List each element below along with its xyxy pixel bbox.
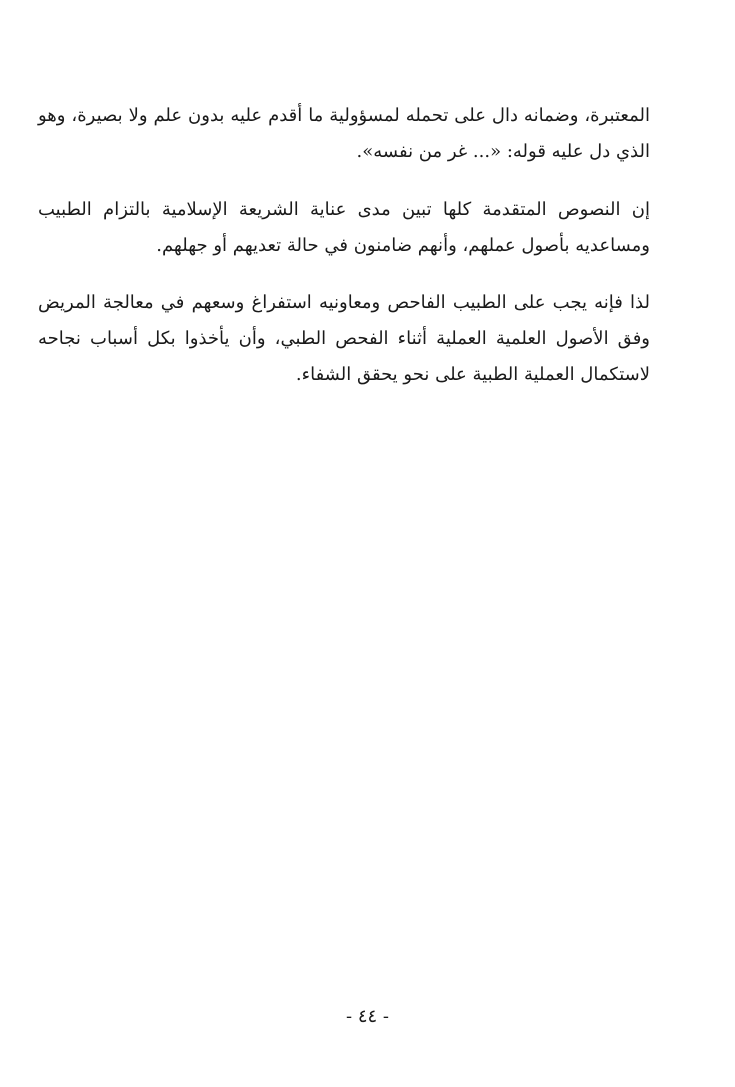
paragraph-1 [38, 98, 650, 170]
paragraph-line: وفق الأصول العلمية العملية أثناء الفحص الطبي، وأن يأخذوا بكل أسباب نجاحه [38, 328, 650, 349]
paragraph-line: لذا فإنه يجب على الطبيب الفاحص ومعاونيه استفراغ وسعهم في معالجة المريض [38, 292, 650, 313]
paragraph-line: الذي دل عليه قوله: «... غر من نفسه». [356, 141, 650, 162]
paragraph-line: المعتبرة، وضمانه دال على تحمله لمسؤولية ما أقدم عليه بدون علم ولا بصيرة، وهو [38, 105, 650, 126]
paragraph-3 [38, 285, 650, 393]
paragraph-line: ومساعديه بأصول عملهم، وأنهم ضامنون في حالة تعديهم أو جهلهم. [156, 235, 650, 256]
paragraph-2 [38, 192, 650, 264]
page-number: - ٤٤ - [346, 1006, 389, 1027]
paragraph-line: إن النصوص المتقدمة كلها تبين مدى عناية الشريعة الإسلامية بالتزام الطبيب [38, 199, 650, 220]
paragraph-line: لاستكمال العملية الطبية على نحو يحقق الشفاء. [295, 364, 650, 385]
